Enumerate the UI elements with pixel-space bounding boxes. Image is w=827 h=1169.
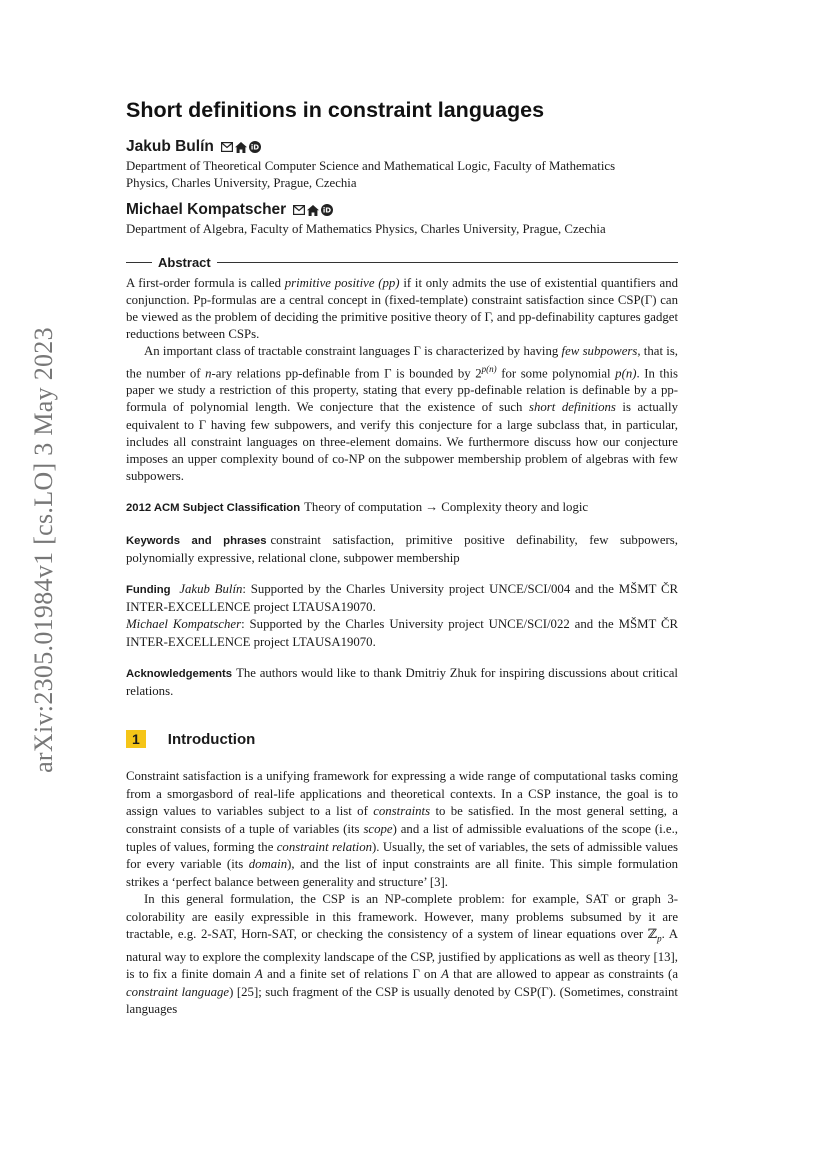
abstract-paragraph-1: A first-order formula is called primitive positive (pp) if it only admits the use of existential quantifiers and conjunction. Pp-formulas are a central concept in (fixed-template) constraint satisfaction since CSP(Γ) can be viewed as the problem of deciding the primitive positive theory of Γ, and pp-definability captures gadget reductions between CSPs. <box>126 275 678 342</box>
paper-title: Short definitions in constraint languages <box>126 98 545 122</box>
envelope-icon[interactable] <box>293 205 305 215</box>
section-heading-introduction <box>126 730 678 748</box>
funding: Funding Jakub Bulín: Supported by the Charles University project UNCE/SCI/004 and the MŠMT ČR INTER-EXCELLENCE project LTAUSA19070. Michael Kompatscher: Supported by the Charles University project UNCE/SCI/022 and the MŠMT ČR INTER-EXCELLENCE project LTAUSA19070. <box>126 581 679 649</box>
abstract-heading: Abstract <box>126 255 678 270</box>
author-block-2 <box>126 200 678 238</box>
acknowledgements: Acknowledgements The authors would like to thank Dmitriy Zhuk for inspiring discussions about critical relations. <box>126 665 678 698</box>
orcid-icon[interactable] <box>321 204 333 216</box>
home-icon[interactable] <box>307 205 319 216</box>
envelope-icon[interactable] <box>221 142 233 152</box>
author-affiliation-1: Department of Theoretical Computer Science and Mathematical Logic, Faculty of Mathematics Physics, Charles University, Prague, Czechia <box>126 159 616 191</box>
acm-classification: 2012 ACM Subject Classification Theory of computation → Complexity theory and logic <box>126 500 589 515</box>
author-name-2: Michael Kompatscher iD <box>126 201 332 219</box>
svg-text:iD: iD <box>323 207 332 216</box>
author-name-1: Jakub Bulín iD <box>126 138 259 155</box>
section-number: 1 <box>126 730 146 748</box>
intro-paragraph-1: Constraint satisfaction is a unifying framework for expressing a wide range of computational tasks coming from a smorgasbord of real-life applications and theoretical contexts. In a CSP instance, the goal is to assign values to variables subject to a list of constraints to be satisfied. In the most general setting, a constraint consists of a tuple of variables (its scope) and a list of admissible evaluations of the scope (i.e., tuples of values, forming the constraint relation). Usually, the set of variables, the sets of admissible values for every variable (its domain), and the list of input constraints are all finite. This simple formulation strikes a ‘perfect balance between generality and structure’ [3]. <box>126 769 678 889</box>
paper-page <box>126 98 678 1019</box>
author-block-1 <box>126 137 678 192</box>
orcid-icon[interactable] <box>249 141 261 153</box>
author-affiliation-2: Department of Algebra, Faculty of Mathematics Physics, Charles University, Prague, Czechia <box>126 222 606 237</box>
home-icon[interactable] <box>235 142 247 153</box>
intro-paragraph-2: In this general formulation, the CSP is an NP-complete problem: for example, SAT or graph 3-colorability are easily expressible in this framework. However, many problems subsumed by it are tractable, e.g. 2-SAT, Horn-SAT, or checking the consistency of a system of linear equations over ℤ$_p$. A natural way to explore the complexity landscape of the CSP, justified by applications as well as theory [13], is to fix a finite domain A and a finite set of relations Γ on A that are allowed to appear as constraints (a constraint language) [25]; such fragment of the CSP is usually denoted by CSP(Γ). (Sometimes, constraint languages <box>126 892 679 1017</box>
keywords: Keywords and phrases constraint satisfaction, primitive positive definability, few subpowers, polynomially expressive, relational clone, subpower membership <box>126 532 678 565</box>
abstract-paragraph-2: An important class of tractable constraint languages Γ is characterized by having few subpowers, that is, the number of n-ary relations pp-definable from Γ is bounded by $2^{p(n)}$ for some polynomial p(n). In this paper we study a restriction of this property, stating that every pp-definable relation is definable by a pp-formula of polynomial length. We conjecture that the existence of such short definitions is actually equivalent to Γ having few subpowers, and verify this conjecture for a large subclass that, in particular, includes all constraint languages on three-element domains. We furthermore discuss how our conjecture imposes an upper complexity bound of co-NP on the subpower membership problem of algebras with few subpowers. <box>126 344 679 484</box>
introduction-body <box>126 768 678 1019</box>
abstract-body <box>126 275 678 486</box>
divider <box>217 262 678 263</box>
svg-text:iD: iD <box>250 143 259 152</box>
section-title: Introduction <box>167 730 256 748</box>
arxiv-identifier: arXiv:2305.01984v1 [cs.LO] 3 May 2023 <box>29 327 58 773</box>
divider <box>126 262 152 263</box>
arxiv-sidebar-stamp <box>24 255 64 845</box>
